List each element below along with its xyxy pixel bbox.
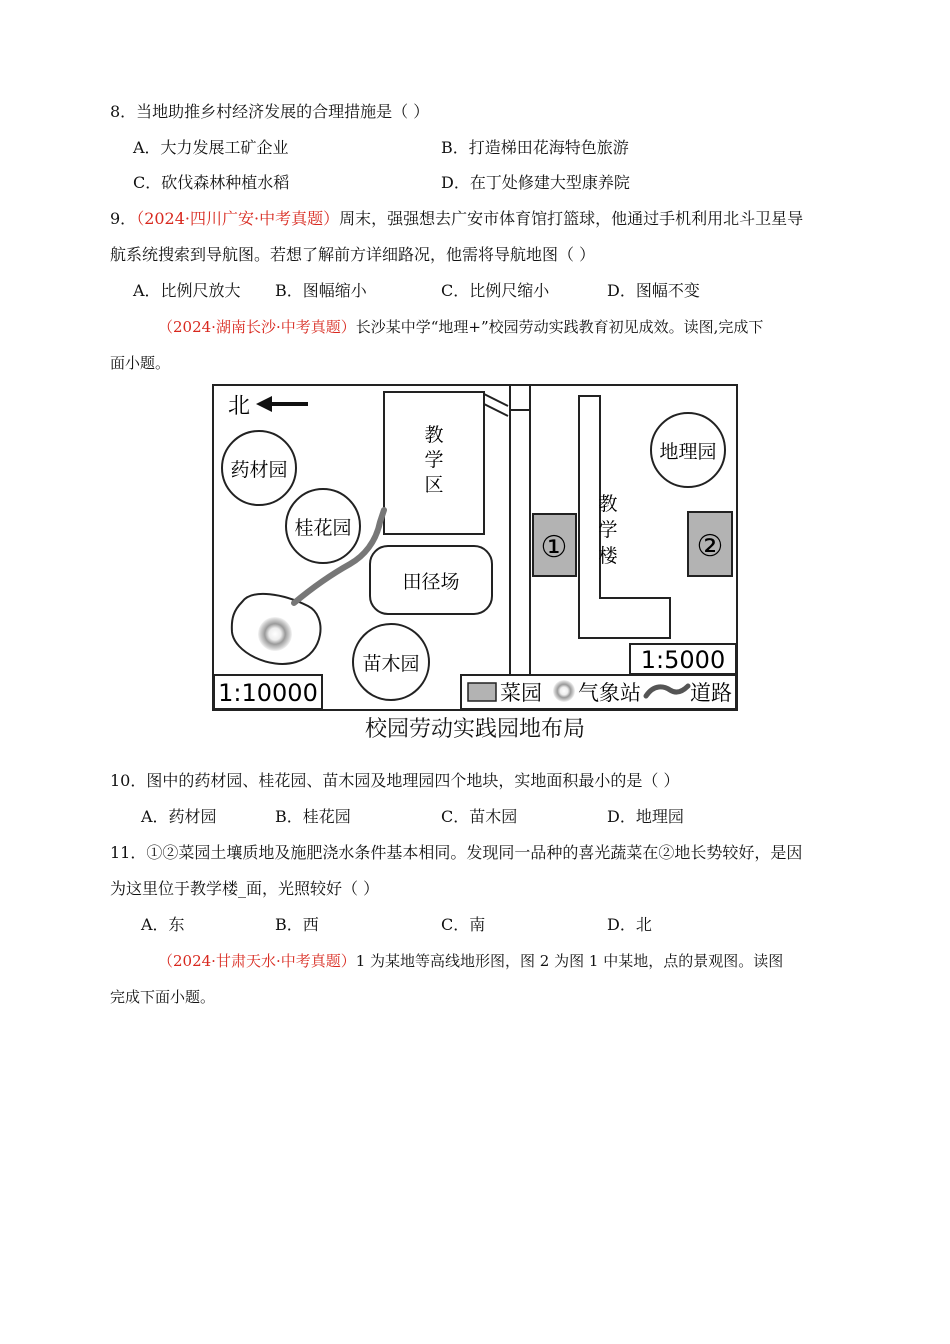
q9-number: 9． (110, 209, 137, 228)
q9-option-d: D．图幅不变 (607, 281, 700, 300)
q11-stem: 11．①②菜园土壤质地及施肥浇水条件基本相同。发现同一品种的喜光蔬菜在②地长势较好，是因 (110, 843, 803, 862)
q10-option-a: A．药材园 (141, 807, 217, 826)
q8-option-a: A．大力发展工矿企业 (133, 138, 289, 157)
q10-option-d: D．地理园 (607, 807, 684, 826)
vegetable-garden-2-label: ② (696, 529, 724, 564)
weather-station-icon (258, 617, 292, 651)
osmanthus-garden-label: 桂花园 (294, 517, 352, 539)
legend-veg-icon (468, 683, 496, 701)
legend-weather-label: 气象站 (578, 681, 641, 705)
nursery-garden-label: 苗木园 (362, 653, 420, 675)
north-label: 北 (228, 394, 251, 419)
q9-option-a: A．比例尺放大 (133, 281, 241, 300)
scale-left-label: 1:10000 (218, 679, 318, 707)
intro2-text: 1 为某地等高线地形图，图 2 为图 1 中某地，点的景观图。读图 (355, 952, 784, 970)
q11-stem-line2: 为这里位于教学楼_面，光照较好（ ） (110, 879, 380, 898)
q8-option-c: C．砍伐森林种植水稻 (133, 173, 290, 192)
q8-stem: 8．当地助推乡村经济发展的合理措施是（ ） (110, 102, 430, 121)
q9-stem (110, 209, 803, 229)
map-caption: 校园劳动实践园地布局 (364, 717, 585, 742)
intro2 (158, 951, 783, 971)
intro1 (158, 317, 763, 337)
q10-option-c: C．苗木园 (441, 807, 518, 826)
q10-stem: 10．图中的药材园、桂花园、苗木园及地理园四个地块，实地面积最小的是（ ） (110, 771, 680, 790)
q8-option-d: D．在丁处修建大型康养院 (441, 173, 630, 192)
q11-option-a: A．东 (141, 915, 185, 934)
legend-veg-label: 菜园 (500, 681, 542, 705)
q8-option-b: B．打造梯田花海特色旅游 (441, 138, 629, 157)
scale-right-label: 1:5000 (640, 646, 726, 674)
q9-stem-text: 周末，强强想去广安市体育馆打篮球，他通过手机利用北斗卫星导 (339, 209, 804, 228)
intro1-line2: 面小题。 (110, 354, 171, 372)
intro2-source: （2024·甘肃天水·中考真题） (158, 952, 356, 970)
vegetable-garden-1-label: ① (540, 530, 568, 565)
q9-stem-line2: 航系统搜索到导航图。若想了解前方详细路况，他需将导航地图（ ） (110, 245, 596, 264)
teaching-area-char-3: 区 (424, 474, 444, 496)
campus-map (212, 384, 738, 712)
q10-option-b: B．桂花园 (275, 807, 351, 826)
q9-option-b: B．图幅缩小 (275, 281, 367, 300)
herb-garden-label: 药材园 (230, 459, 288, 481)
teaching-area-char-2: 学 (424, 449, 444, 471)
intro2-line2: 完成下面小题。 (110, 988, 216, 1006)
teaching-building-char-1: 教 (598, 493, 618, 515)
track-field-label: 田径场 (402, 571, 460, 593)
geography-garden-label: 地理园 (659, 441, 717, 463)
intro1-source: （2024·湖南长沙·中考真题） (158, 318, 356, 336)
teaching-building-char-2: 学 (598, 519, 618, 541)
q9-source: （2024·四川广安·中考真题） (136, 209, 340, 228)
q11-option-b: B．西 (275, 915, 319, 934)
q11-option-d: D．北 (607, 915, 652, 934)
legend-road-label: 道路 (690, 681, 732, 705)
intro1-text: 长沙某中学“地理+”校园劳动实践教育初见成效。读图,完成下 (355, 318, 764, 336)
q11-option-c: C．南 (441, 915, 486, 934)
legend-weather-icon (553, 680, 575, 702)
teaching-building-char-3: 楼 (598, 545, 618, 567)
q9-option-c: C．比例尺缩小 (441, 281, 550, 300)
teaching-area-char-1: 教 (424, 424, 444, 446)
